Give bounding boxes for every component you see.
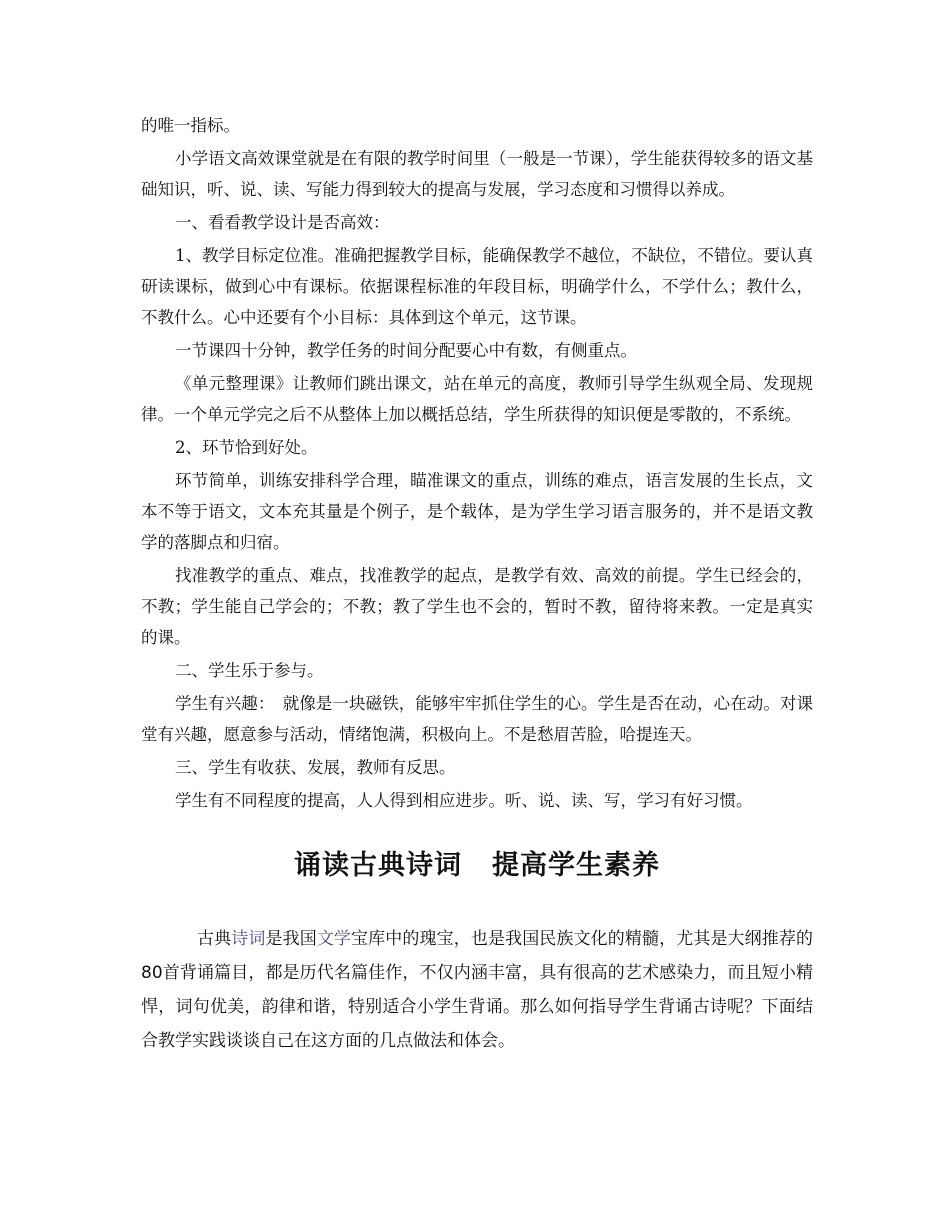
- intro-text-4: 首背诵篇目，都是历代名篇佳作，不仅内涵丰富，具有很高的艺术感染力，而且短小精悍，词句优美，韵律和谐，特别适合小学生背诵。那么如何指导学生背诵古诗呢？下面结合教学实践谈谈自己在这方面的几点做法和体会。: [141, 963, 813, 1051]
- paragraph-8: 环节简单，训练安排科学合理，瞄准课文的重点，训练的难点，语言发展的生长点，文本不等于语文，文本充其量是个例子，是个载体，是为学生学习语言服务的，并不是语文教学的落脚点和归宿。: [141, 471, 813, 552]
- heading-section-3: 三、学生有收获、发展，教师有反思。: [175, 758, 456, 777]
- paragraph-11: 学生有兴趣： 就像是一块磁铁，能够牢牢抓住学生的心。学生是否在动，心在动。对课堂有兴趣，愿意参与活动，情绪饱满，积极向上。不是愁眉苦脸，哈提连天。: [141, 694, 813, 744]
- literature-link[interactable]: 文学: [316, 929, 352, 949]
- intro-paragraph: [141, 922, 813, 1058]
- paragraph-4: 1、教学目标定位准。准确把握教学目标，能确保教学不越位，不缺位，不错位。要认真研读课标，做到心中有课标。依据课程标准的年段目标，明确学什么，不学什么；教什么，不教什么。心中还要有个小目标：具体到这个单元，这节课。: [141, 246, 813, 327]
- paragraph-6: 《单元整理课》让教师们跳出课文，站在单元的高度，教师引导学生纵观全局、发现规律。一个单元学完之后不从整体上加以概括总结，学生所获得的知识便是零散的，不系统。: [141, 374, 813, 424]
- paragraph-13: 学生有不同程度的提高，人人得到相应进步。听、说、读、写，学习有好习惯。: [175, 791, 753, 810]
- heading-section-2: 二、学生乐于参与。: [175, 661, 324, 680]
- intro-text-2: 是我国: [265, 929, 317, 949]
- paragraph-9: 找准教学的重点、难点，找准教学的起点，是教学有效、高效的前提。学生已经会的，不教；学生能自己学会的；不教；教了学生也不会的，暂时不教，留待将来教。一定是真实的课。: [141, 566, 813, 647]
- paragraph-2: 小学语文高效课堂就是在有限的教学时间里（一般是一节课），学生能获得较多的语文基础知识，听、说、读、写能力得到较大的提高与发展，学习态度和习惯得以养成。: [141, 149, 813, 199]
- title-part-2: 提高学生素养: [492, 850, 660, 881]
- document-page: [141, 110, 813, 1058]
- intro-text-1: 古典: [197, 929, 232, 949]
- article-title: [141, 848, 813, 884]
- paragraph-5: 一节课四十分钟，教学任务的时间分配要心中有数，有侧重点。: [175, 341, 637, 360]
- intro-number: 80: [141, 963, 163, 983]
- paragraph-7: 2、环节恰到好处。: [175, 438, 318, 457]
- poetry-link[interactable]: 诗词: [231, 929, 266, 949]
- intro-text-3: 宝库中的瑰宝，也是我国民族文化的精髓，尤其是大纲推荐的: [351, 929, 814, 949]
- heading-section-1: 一、看看教学设计是否高效：: [175, 213, 390, 232]
- paragraph-1: 的唯一指标。: [141, 116, 240, 135]
- title-part-1: 诵读古典诗词: [294, 850, 462, 881]
